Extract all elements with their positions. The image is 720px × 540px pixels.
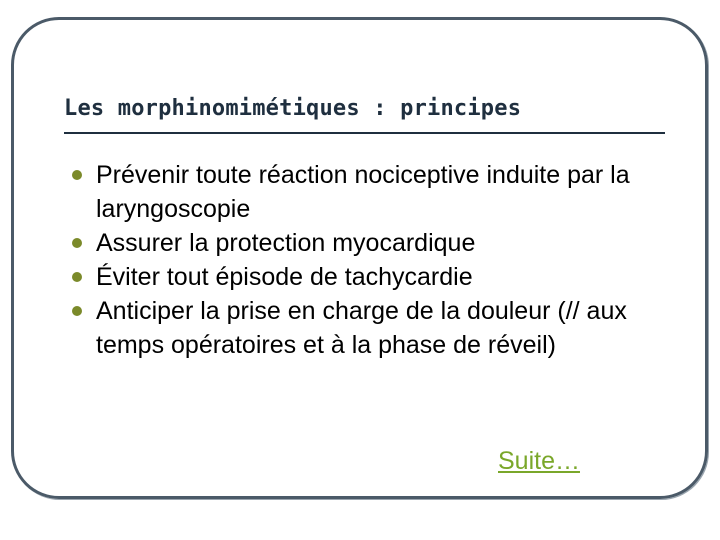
bullet-dot-icon (72, 238, 82, 248)
bullet-text: Prévenir toute réaction nociceptive induite par la laryngoscopie (96, 161, 630, 223)
list-item (70, 226, 670, 260)
bullet-text: Éviter tout épisode de tachycardie (96, 263, 473, 291)
next-slide-link[interactable]: Suite… (498, 447, 580, 475)
bullet-text: Anticiper la prise en charge de la douleur (// aux temps opératoires et à la phase de réveil) (96, 297, 627, 359)
bullet-dot-icon (72, 272, 82, 282)
slide-title: Les morphinomimétiques : principes (64, 96, 522, 121)
list-item (70, 158, 670, 226)
bullet-dot-icon (72, 170, 82, 180)
list-item (70, 294, 670, 362)
title-underline (64, 132, 665, 134)
bullet-list (70, 158, 670, 362)
bullet-text: Assurer la protection myocardique (96, 229, 476, 257)
list-item (70, 260, 670, 294)
bullet-dot-icon (72, 306, 82, 316)
